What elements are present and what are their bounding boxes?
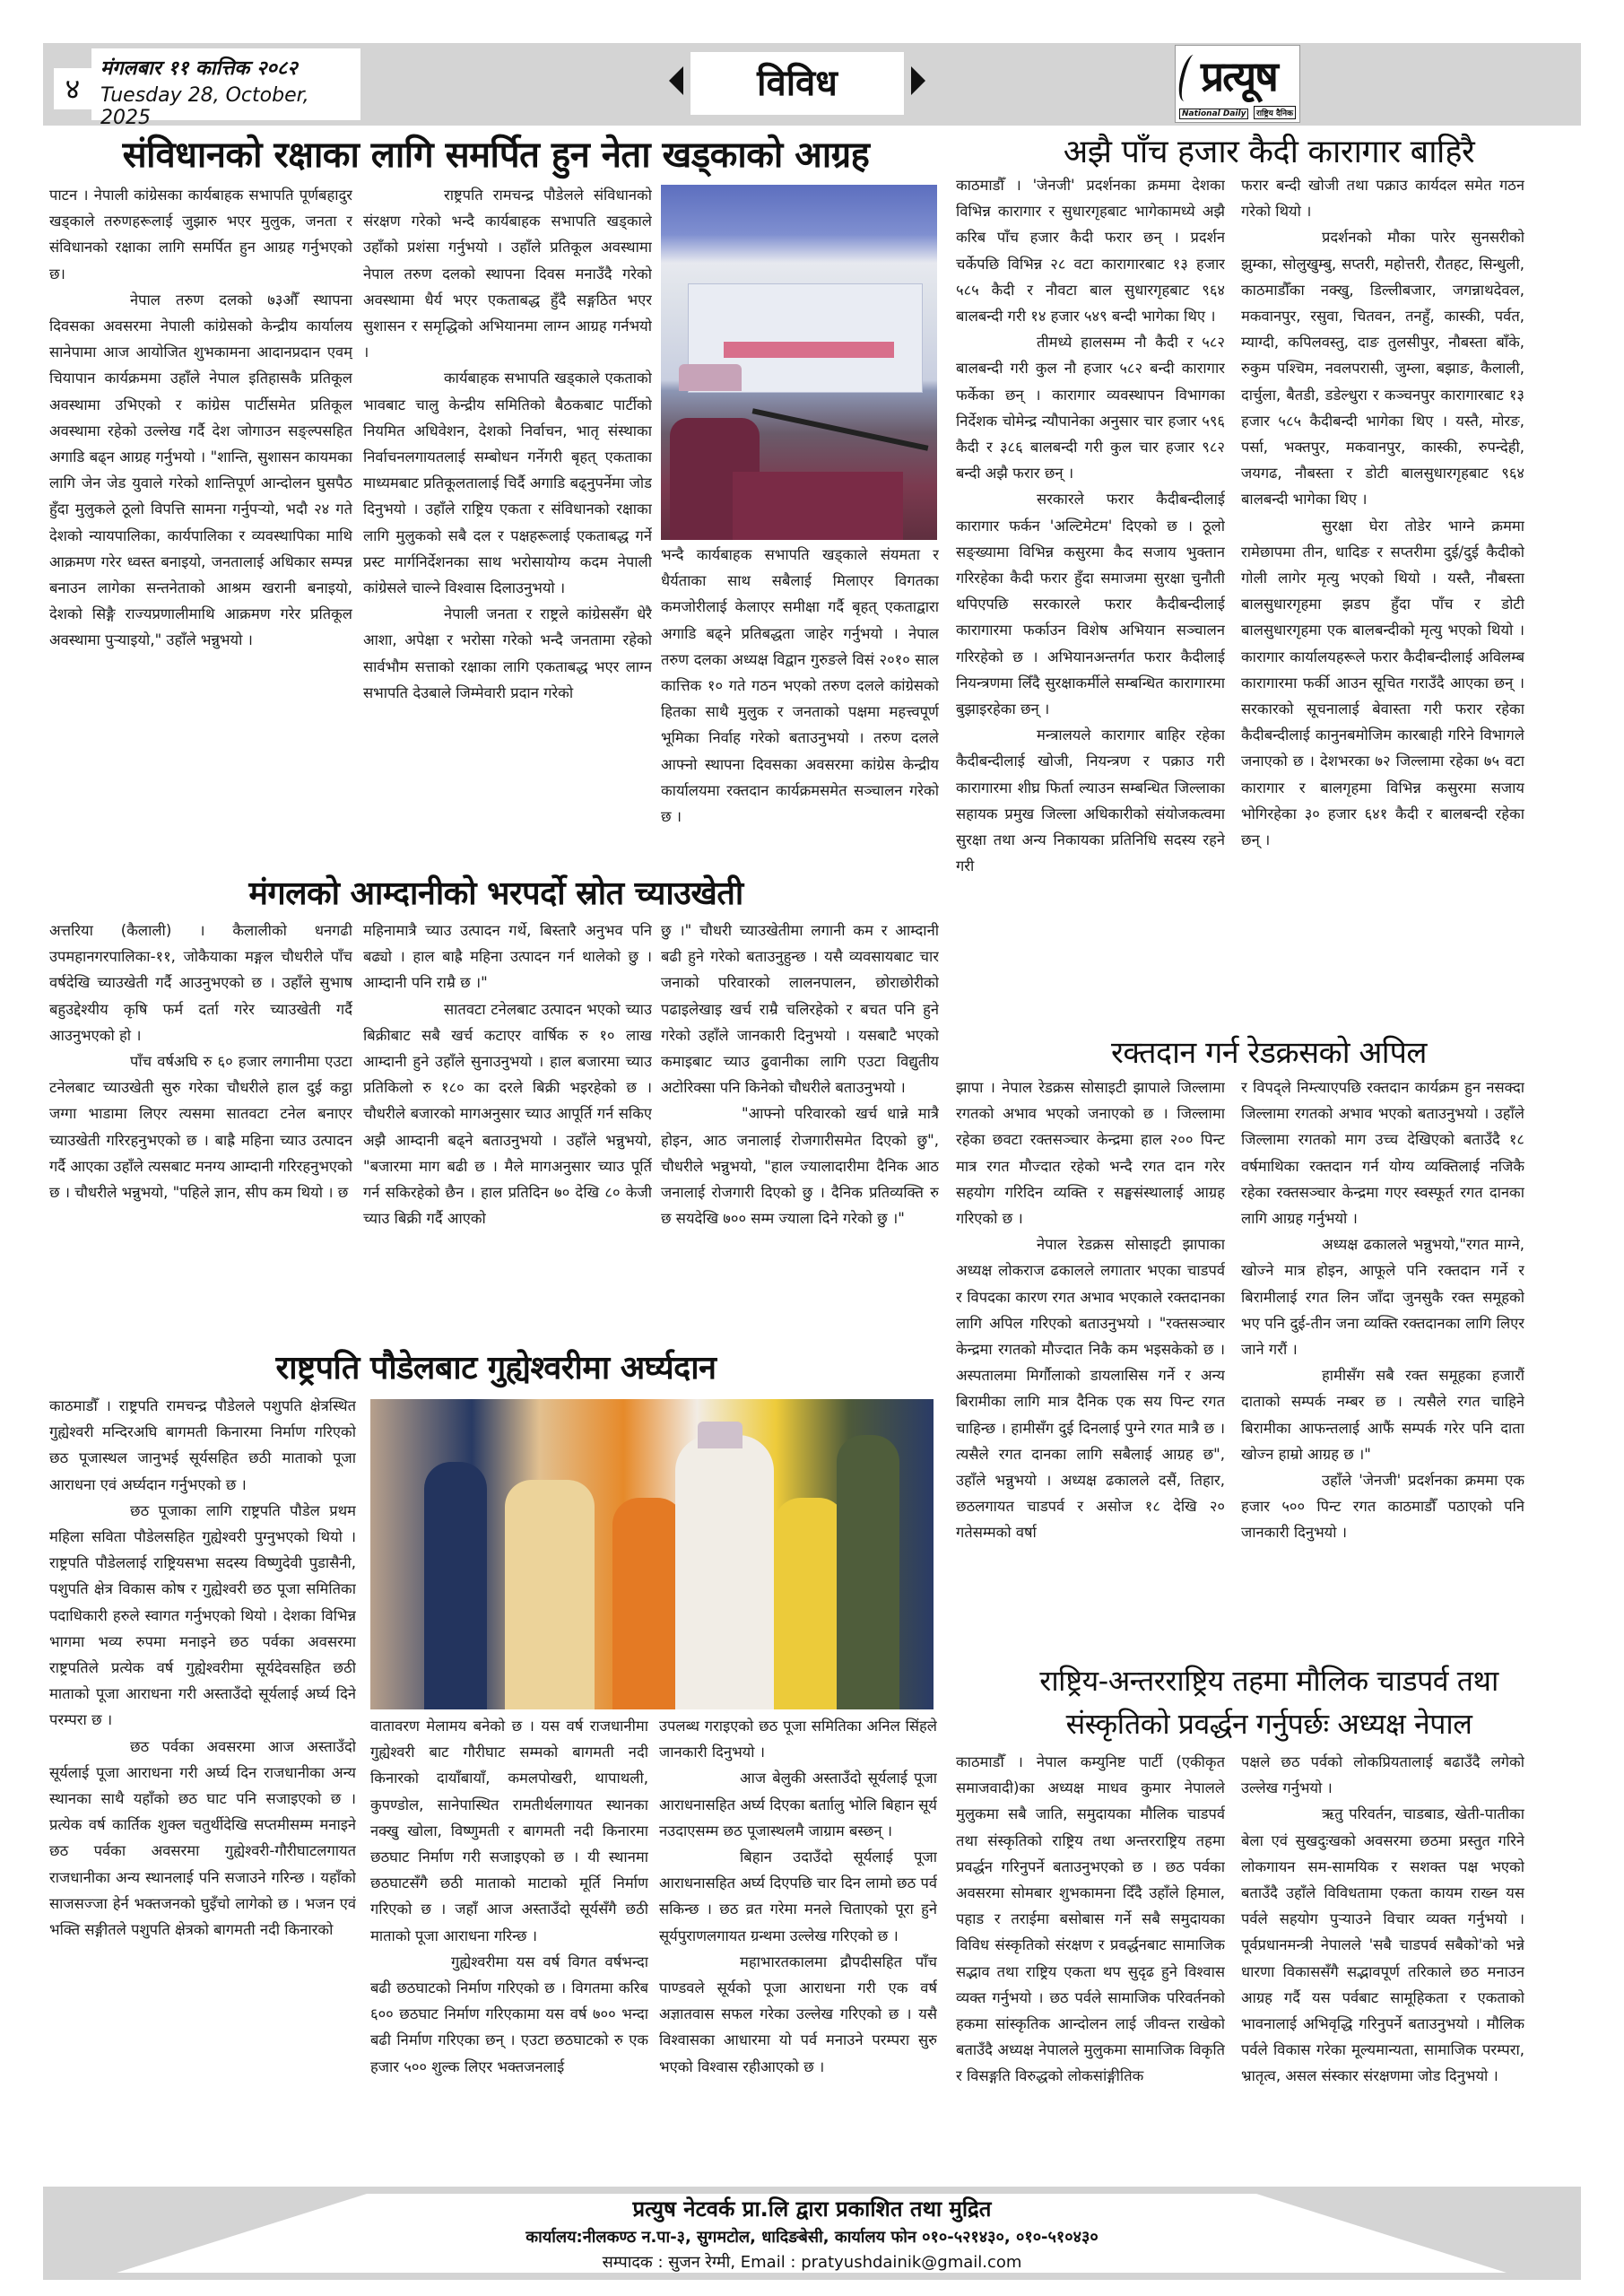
paragraph: सुरक्षा घेरा तोडेर भाग्ने क्रममा रामेछापमा तीन, धादिङ र सप्तरीमा दुई/दुई कैदीको गोली लागेर मृत्यु भएको थियो । यस्तै, नौबस्ता बालसुधारगृहमा झडप हुँदा पाँच र डोटी बालसुधारगृहमा एक बालबन्दीको मृत्यु भएको थियो । कारागार कार्यालयहरूले फरार कैदीबन्दीलाई अविलम्ब कारागारमा फर्की आउन सूचित गराउँदै आएका छन् । सरकारको सूचनालाई बेवास्ता गरी फरार रहेका कैदीबन्दीलाई कानुनबमोजिम कारबाही गरिने विभागले जनाएको छ । देशभरका ७२ जिल्लामा रहेका ७५ वटा कारागार र बालगृहमा विभिन्न कसुरमा सजाय भोगिरहेका ३० हजार ६४१ कैदी र बालबन्दी रहेका छन् । (1241, 517, 1524, 849)
paragraph: सातवटा टनेलबाट उत्पादन भएको च्याउ बिक्रीबाट सबै खर्च कटाएर वार्षिक रु १० लाख आम्दानी हुने उहाँले सुनाउनुभयो । हाल बजारमा च्याउ प्रतिकिलो रु १८० का दरले बिक्री भइरहेको छ । चौधरीले बजारको मागअनुसार च्याउ आपूर्ति गर्न सकिए अझै आम्दानी बढ्ने बताउनुभयो । उहाँले भन्नुभयो, "बजारमा माग बढी छ । मैले मागअनुसार च्याउ पूर्ति गर्न सकिरहेको छैन । हाल प्रतिदिन ७० देखि ८० केजी च्याउ बिक्री गर्दै आएको (363, 1000, 652, 1228)
guard-suit (424, 1462, 487, 1709)
paragraph: पक्षले छठ पर्वको लोकप्रियतालाई बढाउँदै लगेको उल्लेख गर्नुभयो । (1241, 1753, 1524, 1797)
president-daura (675, 1435, 774, 1709)
microphones (752, 408, 929, 450)
paragraph: फरार बन्दी खोजी तथा पक्राउ कार्यदल समेत गठन गरेको थियो । (1241, 177, 1524, 221)
woman-sari (612, 1498, 684, 1709)
paragraph: झापा । नेपाल रेडक्रस सोसाइटी झापाले जिल्लामा रगतको अभाव भएको जनाएको छ । जिल्लामा रहेका छवटा रक्तसञ्चार केन्द्रमा हाल २०० पिन्ट मात्र रगत मौज्दात रहेको भन्दै रगत दान गरेर सहयोग गरिदिन व्यक्ति र सङ्घसंस्थालाई आग्रह गरिएको छ । (956, 1079, 1225, 1228)
headline-festival (960, 1659, 1578, 1749)
photo-khadka-speech (661, 185, 937, 540)
paragraph: काठमाडौँ । 'जेनजी' प्रदर्शनका क्रममा देशका विभिन्न कारागार र सुधारगृहबाट भागेकामध्ये अझै करिब पाँच हजार कैदी फरार छन् । प्रदर्शन चर्केपछि विभिन्न २८ वटा कारागारबाट १३ हजार ५८५ कैदी र नौवटा बाल सुधारगृहबाट ९६४ बालबन्दी गरी १४ हजार ५४९ बन्दी भागेका थिए । (956, 177, 1225, 326)
paragraph: राष्ट्रपति रामचन्द्र पौडेलले संविधानको संरक्षण गरेको भन्दै कार्यबाहक सभापति खड्काले उहाँको प्रशंसा गर्नुभयो । उहाँले प्रतिकूल अवस्थामा नेपाल तरुण दलको स्थापना दिवस मनाउँदै गरेको अवस्थामा धैर्य भएर एकताबद्ध हुँदै सङ्गठित भएर सुशासन र समृद्धिको अभियानमा लाग्न आग्रह गर्नभयो । (363, 187, 652, 361)
photo-president-arghya (370, 1399, 934, 1709)
paragraph: छठ पूजाका लागि राष्ट्रपति पौडेल प्रथम महिला सविता पौडेलसहित गुह्येश्वरी पुग्नुभएको थियो । राष्ट्रपति पौडेललाई राष्ट्रियसभा सदस्य विष्णुदेवी पुडासैनी, पशुपति क्षेत्र विकास कोष र गुह्येश्वरी छठ पूजा समितिका पदाधिकारी हरुले स्वागत गर्नुभएको थियो । देशका विभिन्न भागमा भव्य रुपमा मनाइने छठ पर्वका अवसरमा राष्ट्रपतिले प्रत्येक वर्ष गुह्येश्वरीमा सूर्यदेवसहित छठी माताको पूजा आराधना गरी अस्ताउँदो सूर्यलाई अर्घ्य दिने परम्परा छ । (49, 1501, 356, 1729)
prisoners-column-2 (1241, 172, 1524, 1029)
office-address-line: कार्यालय:नीलकण्ठ न.पा-३, सुगमटोल, धादिङबेसी, कार्यालय फोन ०१०-५२१४३०, ०१०-५१०४३० (525, 2228, 1099, 2247)
headline-festival-line-1: राष्ट्रिय-अन्तरराष्ट्रिय तहमा मौलिक चाडपर्व तथा (1039, 1664, 1498, 1698)
president-column-3 (659, 1713, 937, 2184)
quill-icon (1174, 55, 1204, 101)
paragraph: अत्तरिया (कैलाली) । कैलालीको धनगढी उपमहानगरपालिका-११, जोकैयाका मङ्गल चौधरीले पाँच वर्षदेखि च्याउखेती गर्दै आउनुभएको छ । उहाँले सुभाष बहुउद्देश्यीय कृषि फर्म दर्ता गरेर च्याउखेती गर्दै आउनुभएको हो । (49, 922, 352, 1044)
mushroom-column-1 (49, 918, 352, 1339)
paragraph: हामीसँग सबै रक्त समूहका हजारौं दाताको सम्पर्क नम्बर छ । त्यसैले रगत चाहिने बिरामीका आफन्तलाई आफैं सम्पर्क गरेर पनि दाता खोज्न हाम्रो आग्रह छ ।" (1241, 1367, 1524, 1463)
redcross-column-2 (1241, 1074, 1524, 1657)
paragraph: नेपाल तरुण दलको ७३औँ स्थापना दिवसका अवसरमा नेपाली कांग्रेसको केन्द्रीय कार्यालय सानेपामा आज आयोजित शुभकामना आदानप्रदान एवम् चियापान कार्यक्रममा उहाँले नेपाल इतिहासकै प्रतिकूल अवस्थामा उभिएको र कांग्रेस पार्टीसमेत प्रतिकूल अवस्थामा रहेको उल्लेख गर्दै देश जोगाउन सङ्ल्पसहित अगाडि बढ्न आग्रह गर्नुभयो । "शान्ति, सुशासन कायमका लागि जेन जेड युवाले गरेको शान्तिपूर्ण आन्दोलन घुसपैठ हुँदा मुलुकले ठूलो विपत्ति सामना गर्नुपर्‍यो, भदौ २४ गते देशको न्यायपालिका, कार्यपालिका र व्यवस्थापिका माथि आक्रमण गरेर ध्वस्त बनाइयो, जनतालाई अधिकार सम्पन्न बनाउन लागेका सन्तनेताको आश्रम खरानी बनाइयो, देशको सिङ्गै राज्यप्रणालीमाथि आक्रमण गरेर प्रतिकूल अवस्थामा पुर्‍याइयो," उहाँले भन्नुभयो । (49, 291, 352, 649)
khadka-column-1 (49, 182, 352, 873)
dhaka-topi (698, 1422, 743, 1448)
paragraph: छठ पर्वका अवसरमा आज अस्ताउँदो सूर्यलाई पूजा आराधना गरी अर्घ्य दिन राजधानीका अन्य स्थानका साथै यहाँको छठ घाट पनि सजाइएको छ । प्रत्येक वर्ष कार्तिक शुक्ल चतुर्थीदेखि सप्तमीसम्म मनाइने छठ पर्वका अवसरमा गुह्येश्वरी-गौरीघाटलगायत राजधानीका अन्य स्थानलाई पनि सजाउने गरिन्छ । यहाँको साजसज्जा हेर्न भक्तजनको घुइँचो लागेको छ । भजन एवं भक्ति सङ्गीतले पशुपति क्षेत्रको बागमती नदी किनारको (49, 1737, 356, 1939)
soldier-uniform (837, 1435, 899, 1709)
date-nepali: मंगलबार ११ कात्तिक २०८२ (100, 57, 298, 80)
headline-festival-line-2: संस्कृतिको प्रवर्द्धन गर्नुपर्छः अध्यक्ष नेपाल (1065, 1707, 1472, 1741)
paragraph: पाँच वर्षअघि रु ६० हजार लगानीमा एउटा टनेलबाट च्याउखेती सुरु गरेका चौधरीले हाल दुई कट्ठा जग्गा भाडामा लिएर त्यसमा सातवटा टनेल बनाएर च्याउखेती गरिरहनुभएको छ । बाह्रै महिना च्याउ उत्पादन गर्दै आएका उहाँले त्यसबाट मनग्य आम्दानी गरिरहनुभएको छ । चौधरीले भन्नुभयो, "पहिले ज्ञान, सीप कम थियो । छ (49, 1053, 352, 1202)
newspaper-logo (1175, 45, 1300, 123)
date-box (91, 48, 360, 129)
festival-column-2 (1241, 1749, 1524, 2184)
paragraph: कार्यबाहक सभापति खड्काले एकताको भावबाट चालु केन्द्रीय समितिको बैठकबाट पार्टीको नियमित अधिवेशन, देशको निर्वाचन, भातृ संस्थाका निर्वाचनलगायतलाई सम्बोधन गर्नेगरी बृहत् एकताका माध्यमबाट प्रतिकूलतालाई चिर्दै अगाडि बढ्नुपर्नेमा जोड दिनुभयो । उहाँले राष्ट्रिय एकता र संविधानको रक्षाका लागि मुलुकको सबै दल र पक्षहरूलाई एकताबद्ध गर्ने प्रस्ट मार्गनिर्देशनका साथ भरोसायोग्य कदम नेपाली कांग्रेसले चाल्ने विश्वास दिलाउनुभयो । (363, 370, 652, 597)
logo-tagline-en: National Daily (1179, 109, 1248, 119)
paragraph: काठमाडौँ । राष्ट्रपति रामचन्द्र पौडेलले पशुपति क्षेत्रस्थित गुह्येश्वरी मन्दिरअघि बागमती किनारमा निर्माण गरिएको छठ पूजास्थल जानुभई सूर्यसहित छठी माताको पूजा आराधना एवं अर्घ्यदान गर्नुभएको छ । (49, 1397, 356, 1493)
paragraph: अध्यक्ष ढकालले भन्नुभयो,"रगत माग्ने, खोज्ने मात्र होइन, आफूले पनि रक्तदान गर्ने र बिरामीलाई रगत लिन जाँदा जुनसुकै रक्त समूहको भए पनि दुई-तीन जना व्यक्ति रक्तदानका लागि लिएर जाने गरौं । (1241, 1236, 1524, 1359)
paragraph: बिहान उदाउँदो सूर्यलाई पूजा आराधनासहित अर्घ्य दिएपछि चार दिन लामो छठ पर्व सकिन्छ । छठ व्रत गरेमा मनले चिताएको पूरा हुने सूर्यपुराणलगायत ग्रन्थमा उल्लेख गरिएको छ । (659, 1848, 937, 1944)
podium (733, 472, 903, 540)
paragraph: मन्त्रालयले कारागार बाहिर रहेका कैदीबन्दीलाई खोजी, नियन्त्रण र पक्राउ गरी कारागारमा शीघ्र फिर्ता ल्याउन सम्बन्धित जिल्लाका सहायक प्रमुख जिल्ला अधिकारीको संयोजकत्वमा सुरक्षा तथा अन्य निकायका प्रतिनिधि सदस्य रहने गरी (956, 726, 1225, 875)
festival-column-1 (956, 1749, 1225, 2184)
next-section-arrow-icon[interactable] (911, 66, 925, 95)
khadka-column-2 (363, 182, 652, 873)
editor-email-line: सम्पादक : सुजन रेग्मी, Email : pratyushdainik@gmail.com (602, 2253, 1022, 2272)
date-english: Tuesday 28, October, 2025 (100, 84, 309, 129)
mushroom-column-2 (363, 918, 652, 1339)
topi-hat (679, 364, 742, 391)
paragraph: महिनामात्रै च्याउ उत्पादन गर्थे, बिस्तारै अनुभव पनि बढ्यो । हाल बाह्रै महिना उत्पादन गर्न थालेको छु । आम्दानी पनि राम्रै छ ।" (363, 922, 652, 992)
mushroom-column-3 (661, 918, 939, 1339)
paragraph: छु ।" चौधरी च्याउखेतीमा लगानी कम र आम्दानी बढी हुने गरेको बताउनुहुन्छ । यसै व्यवसायबाट चार जनाको परिवारको लालनपालन, छोराछोरीको पढाइलेखाइ खर्च राम्रै चलिरहेको र बचत पनि हुने गरेको उहाँले जानकारी दिनुभयो । यसबाटै भएको कमाइबाट च्याउ ढुवानीका लागि एउटा विद्युतीय अटोरिक्सा पनि किनेको चौधरीले बताउनुभयो । (661, 922, 939, 1097)
logo-tagline-np: राष्ट्रिय दैनिक (1254, 106, 1296, 119)
paragraph: नेपाली जनता र राष्ट्रले कांग्रेससँग धेरै आशा, अपेक्षा र भरोसा गरेको भन्दै जनतामा रहेको सार्वभौम सत्ताको रक्षाका लागि एकताबद्ध भएर लाग्न सभापति देउबाले जिम्मेवारी प्रदान गरेको (363, 605, 652, 701)
priest-vest (505, 1480, 595, 1709)
headline-redcross: रक्तदान गर्न रेडक्रसको अपिल (1111, 1035, 1427, 1071)
section-title: विविध (690, 52, 904, 115)
paragraph: आज बेलुकी अस्ताउँदो सूर्यलाई पूजा आराधनासहित अर्घ्य दिएका बर्ताालु भोलि बिहान सूर्य नउदाएसम्म छठ पूजास्थलमै जाग्राम बस्छन् । (659, 1770, 937, 1839)
first-lady-sari (774, 1498, 846, 1709)
headline-mushroom: मंगलको आम्दानीको भरपर्दो स्रोत च्याउखेती (248, 875, 743, 912)
paragraph: र विपद्ले निम्त्याएपछि रक्तदान कार्यक्रम हुन नसक्दा जिल्लामा रगतको अभाव भएको बताउनुभयो । उहाँले जिल्लामा रगतको माग उच्च देखिएको बताउँदै १८ वर्षमाथिका रक्तदान गर्न योग्य व्यक्तिलाई नजिकै रहेका रक्तसञ्चार केन्द्रमा गएर स्वस्फूर्त रगत दानका लागि आग्रह गर्नुभयो । (1241, 1079, 1524, 1228)
president-column-2 (370, 1713, 648, 2184)
president-column-1 (49, 1393, 356, 2182)
paragraph: महाभारतकालमा द्रौपदीसहित पाँच पाण्डवले सूर्यको पूजा आराधना गरी एक वर्ष अज्ञातवास सफल गरेका उल्लेख गरिएको छ । यसै विश्वासका आधारमा यो पर्व मनाउने परम्परा सुरु भएको विश्वास रहीआएको छ । (659, 1952, 937, 2075)
paragraph: वातावरण मेलामय बनेको छ । यस वर्ष राजधानीमा गुह्येश्वरी बाट गौरीघाट सम्मको बागमती नदी किनारको दायाँबायाँ, कमलपोखरी, थापाथली, कुपण्डोल, सानेपास्थित रामतीर्थलगायत स्थानका नक्खु खोला, विष्णुमती र बागमती नदी किनारमा छठघाट निर्माण गरी सजाइएको छ । यी स्थानमा छठघाटसँगै छठी माताको माटाको मूर्ति निर्माण गरिएको छ । जहाँ आज अस्ताउँदो सूर्यसँगै छठी माताको पूजा आराधना गरिन्छ । (370, 1718, 648, 1944)
paragraph: पाटन । नेपाली कांग्रेसका कार्यबाहक सभापति पूर्णबहादुर खड्काले तरुणहरूलाई जुझारु भएर मुलुक, जनता र संविधानको रक्षाका लागि समर्पित हुन आग्रह गर्नुभएको छ। (49, 187, 352, 283)
paragraph: "आफ्नो परिवारको खर्च धान्ने मात्रै होइन, आठ जनालाई रोजगारीसमेत दिएको छु", चौधरीले भन्नुभयो, "हाल ज्यालादारीमा दैनिक आठ जनालाई रोजगारी दिएको छु । दैनिक प्रतिव्यक्ति रु छ सयदेखि ७०० सम्म ज्याला दिने गरेको छु ।" (661, 1105, 939, 1228)
headline-prisoners: अझै पाँच हजार कैदी कारागार बाहिरै (1063, 134, 1475, 170)
paragraph: उपलब्ध गराइएको छठ पूजा समितिका अनिल सिंहले जानकारी दिनुभयो । (659, 1718, 937, 1761)
paragraph: भन्दै कार्यबाहक सभापति खड्काले संयमता र धैर्यताका साथ सबैलाई मिलाएर विगतका कमजोरीलाई केलाएर समीक्षा गर्दै बृहत् एकताद्वारा अगाडि बढ्ने प्रतिबद्धता जाहेर गर्नुभयो । नेपाल तरुण दलका अध्यक्ष विद्वान गुरुङले विसं २०१० साल कात्तिक १० गते गठन भएको तरुण दलले कांग्रेसको हितका साथै मुलुक र जनताको पक्षमा महत्त्वपूर्ण भूमिका निर्वाह गरेको बताउनुभयो । तरुण दलले आफ्नो स्थापना दिवसका अवसरमा कांग्रेस केन्द्रीय कार्यालयमा रक्तदान कार्यक्रमसमेत सञ्चालन गरेको छ । (661, 546, 939, 826)
paragraph: गुह्येश्वरीमा यस वर्ष विगत वर्षभन्दा बढी छठघाटको निर्माण गरिएको छ । विगतमा करिब ६०० छठघाट निर्माण गरिएकामा यस वर्ष ७०० भन्दा बढी निर्माण गरिएका छन् । एउटा छठघाटको रु एक हजार ५०० शुल्क लिएर भक्तजनलाई (370, 1952, 648, 2075)
paragraph: नेपाल रेडक्रस सोसाइटी झापाका अध्यक्ष लोकराज ढकालले लगातार भएका चाडपर्व र विपदका कारण रगत अभाव भएकाले रक्तदानका लागि अपिल गरिएको बताउनुभयो । "रक्तसञ्चार केन्द्रमा रगतको मौज्दात निकै कम भइसकेको छ । अस्पतालमा मिर्गौलाको डायलासिस गर्ने र अन्य बिरामीका लागि मात्र दैनिक एक सय पिन्ट रगत चाहिन्छ । हामीसँग दुई दिनलाई पुग्ने रगत मात्रै छ । त्यसैले रगत दानका लागि सबैलाई आग्रह छ", उहाँले भन्नुभयो । अध्यक्ष ढकालले दसैं, तिहार, छठलगायत चाडपर्व र असोज १८ देखि २० गतेसम्मको वर्षा (956, 1236, 1225, 1542)
paragraph: सरकारले फरार कैदीबन्दीलाई कारागार फर्कन 'अल्टिमेटम' दिएको छ । ठूलो सङ्ख्यामा विभिन्न कसुरमा कैद सजाय भुक्तान गरिरहेका कैदी फरार हुँदा समाजमा सुरक्षा चुनौती थपिएपछि सरकारले फरार कैदीबन्दीलाई कारागारमा फर्काउन विशेष अभियान सञ्चालन गरिरहेको छ । अभियानअन्तर्गत फरार कैदीलाई नियन्त्रणमा लिँदै सुरक्षाकर्मीले सम्बन्धित कारागारमा बुझाइरहेका छन् । (956, 491, 1225, 718)
paragraph: काठमाडौँ । नेपाल कम्युनिष्ट पार्टी (एकीकृत समाजवादी)का अध्यक्ष माधव कुमार नेपालले मुलुकमा सबै जाति, समुदायका मौलिक चाडपर्व तथा संस्कृतिको राष्ट्रिय तथा अन्तरराष्ट्रिय तहमा प्रवर्द्धन गरिनुपर्ने बताउनुभएको छ । छठ पर्वका अवसरमा सोमबार शुभकामना दिँदै उहाँले हिमाल, पहाड र तराईमा बसोबास गर्ने सबै समुदायका विविध संस्कृतिको संरक्षण र प्रवर्द्धनबाट सामाजिक सद्भाव तथा राष्ट्रिय एकता थप सुदृढ हुने विश्वास व्यक्त गर्नुभयो । छठ पर्वले सामाजिक परिवर्तनको हकमा सांस्कृतिक आन्दोलन लाई जीवन्त राखेको बताउँदै अध्यक्ष नेपालले मुलुकमा सामाजिक विकृति र विसङ्गति विरुद्धको लोकसांङ्गीतिक (956, 1753, 1225, 2085)
paragraph: उहाँले 'जेनजी' प्रदर्शनका क्रममा एक हजार ५०० पिन्ट रगत काठमाडौँ पठाएको पनि जानकारी दिनुभयो । (1241, 1472, 1524, 1542)
paragraph: ऋतु परिवर्तन, चाडबाड, खेती-पातीका बेला एवं सुखदुःखको अवसरमा छठमा प्रस्तुत गरिने लोकगायन सम-सामयिक र सशक्त पक्ष भएको बताउँदै उहाँले विविधतामा एकता कायम राख्न यस पर्वले सहयोग पुऱ्याउने विचार व्यक्त गर्नुभयो । पूर्वप्रधानमन्त्री नेपालले 'सबै चाडपर्व सबैको'को भन्ने धारणा विकाससँगै सद्भावपूर्ण तरिकाले छठ मनाउन आग्रह गर्दै यस पर्वबाट सामूहिकता र एकताको भावनालाई अभिवृद्धि गरिनुपर्ने बताउनुभयो । मौलिक पर्वले विकास गरेका मूल्यमान्यता, सामाजिक परम्परा, भ्रातृत्व, असल संस्कार संरक्षणमा जोड दिनुभयो । (1241, 1805, 1524, 2085)
headline-khadka: संविधानको रक्षाका लागि समर्पित हुन नेता खड्काको आग्रह (122, 135, 870, 176)
paragraph: तीमध्ये हालसम्म नौ कैदी र ५८२ बालबन्दी गरी कुल नौ हजार ५८२ बन्दी कारागार फर्केका छन् । कारागार व्यवस्थापन विभागका निर्देशक चोमेन्द्र न्यौपानेका अनुसार चार हजार ५९६ कैदी र ३८६ बालबन्दी गरी कुल चार हजार ९८२ बन्दी अझै फरार छन् । (956, 334, 1225, 483)
khadka-column-3 (661, 542, 939, 875)
paragraph: प्रदर्शनको मौका पारेर सुनसरीको झुम्का, सोलुखुम्बु, सप्तरी, महोत्तरी, रौतहट, सिन्धुली, काठमाडौँका नक्खु, डिल्लीबजार, जगन्नाथदेवल, मकवानपुर, रसुवा, चितवन, तनहुँ, कास्की, पर्वत, म्याग्दी, कपिलवस्तु, दाङ तुलसीपुर, नौबस्ता बाँके, रुकुम पश्चिम, नवलपरासी, जुम्ला, बझाङ, कैलाली, दार्चुला, बैतडी, डडेल्धुरा र कञ्चनपुर कारागारबाट १३ हजार ५८५ कैदीबन्दी भागेका थिए । यस्तै, मोरङ, पर्सा, भक्तपुर, मकवानपुर, कास्की, रुपन्देही, जयगढ, नौबस्ता र डोटी बालसुधारगृहबाट ९६४ बालबन्दी भागेका थिए । (1241, 229, 1524, 509)
headline-president: राष्ट्रपति पौडेलबाट गुह्येश्वरीमा अर्घ्यदान (275, 1350, 716, 1387)
banner-text-stripe (724, 342, 894, 358)
previous-section-arrow-icon[interactable] (669, 66, 683, 95)
prisoners-column-1 (956, 172, 1225, 1029)
publisher-line: प्रत्युष नेटवर्क प्रा.लि द्वारा प्रकाशित तथा मुद्रित (632, 2196, 992, 2222)
logo-wordmark: प्रत्यूष (1201, 52, 1277, 100)
page-number: ४ (54, 68, 91, 109)
redcross-column-1 (956, 1074, 1225, 1657)
